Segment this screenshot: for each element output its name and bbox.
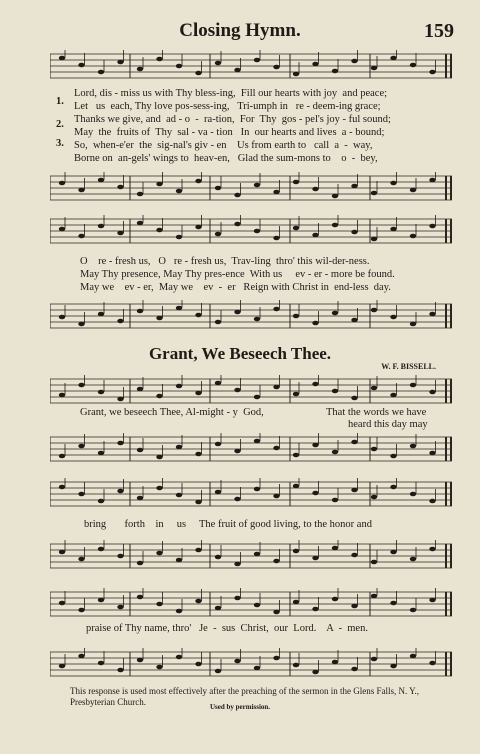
lyric-line: Grant, we beseech Thee, Al-might - y God, (80, 407, 264, 418)
note-head (332, 450, 338, 455)
note-head (137, 67, 143, 72)
lyric-line: So, when-e'er the sig-nal's giv - en Us from earth to call a - way, (74, 140, 373, 151)
note-head (273, 656, 279, 661)
note-head (293, 453, 299, 458)
note-head (78, 557, 84, 562)
note-head (156, 551, 162, 556)
note-head (254, 58, 260, 63)
note-head (234, 68, 240, 73)
music-staff (50, 588, 452, 620)
lyric-line: O re - fresh us, O re - fresh us, Trav-ling thro' this wil-der-ness. (80, 256, 370, 267)
hymn-title: Closing Hymn. (179, 20, 301, 41)
note-head (176, 235, 182, 240)
note-head (234, 193, 240, 198)
note-head (215, 490, 221, 495)
note-head (137, 595, 143, 600)
page-number: 159 (424, 20, 454, 42)
note-head (195, 313, 201, 318)
note-head (273, 65, 279, 70)
note-head (332, 597, 338, 602)
note-head (371, 237, 377, 242)
note-head (273, 610, 279, 615)
lyric-line: May Thy presence, May Thy pres-ence With us ev - er - more be found. (80, 269, 395, 280)
note-head (234, 596, 240, 601)
note-head (293, 549, 299, 554)
note-head (156, 228, 162, 233)
note-head (117, 605, 123, 610)
music-staff (50, 540, 452, 572)
note-head (234, 562, 240, 567)
note-head (390, 393, 396, 398)
note-head (59, 454, 65, 459)
note-head (351, 440, 357, 445)
note-head (390, 664, 396, 669)
note-head (273, 446, 279, 451)
note-head (117, 668, 123, 673)
note-head (117, 554, 123, 559)
note-head (59, 550, 65, 555)
note-head (215, 61, 221, 66)
note-head (390, 56, 396, 61)
note-head (254, 439, 260, 444)
note-head (117, 489, 123, 494)
note-head (410, 492, 416, 497)
note-head (176, 558, 182, 563)
lyric-line: May the fruits of Thy sal - va - tion In our hearts and lives a - bound; (74, 127, 385, 138)
note-head (59, 664, 65, 669)
note-head (98, 390, 104, 395)
note-head (429, 598, 435, 603)
note-head (215, 232, 221, 237)
music-staff (50, 648, 452, 680)
note-head (351, 184, 357, 189)
note-head (390, 550, 396, 555)
note-head (429, 178, 435, 183)
note-head (273, 236, 279, 241)
staff-bass-1 (50, 172, 452, 204)
note-head (332, 223, 338, 228)
note-head (137, 496, 143, 501)
lyric-line: Lord, dis - miss us with Thy bless-ing, Fill our hearts with joy and peace; (74, 88, 388, 99)
note-head (98, 499, 104, 504)
note-head (176, 493, 182, 498)
note-head (273, 307, 279, 312)
note-head (351, 667, 357, 672)
note-head (234, 449, 240, 454)
lyric-line: May we ev - er, May we ev - er Reign with Christ in end-less day. (80, 282, 391, 293)
staff-treble-1 (50, 50, 452, 82)
note-head (195, 452, 201, 457)
permission-note: Used by permission. (209, 703, 271, 711)
note-head (429, 547, 435, 552)
note-head (98, 70, 104, 75)
note-head (410, 608, 416, 613)
note-head (254, 229, 260, 234)
note-head (137, 658, 143, 663)
note-head (156, 486, 162, 491)
note-head (98, 598, 104, 603)
note-head (312, 670, 318, 675)
note-head (332, 660, 338, 665)
response-title: Grant, We Beseech Thee. (148, 344, 332, 363)
note-head (410, 188, 416, 193)
note-head (176, 445, 182, 450)
note-head (195, 599, 201, 604)
note-head (78, 444, 84, 449)
staff-treble-5 (50, 588, 452, 620)
note-head (234, 497, 240, 502)
note-head (59, 393, 65, 398)
note-head (117, 397, 123, 402)
note-head (176, 306, 182, 311)
note-head (59, 315, 65, 320)
note-head (156, 665, 162, 670)
note-head (390, 485, 396, 490)
note-head (195, 71, 201, 76)
note-head (59, 181, 65, 186)
note-head (293, 663, 299, 668)
note-head (117, 185, 123, 190)
note-head (429, 661, 435, 666)
note-head (78, 654, 84, 659)
note-head (195, 225, 201, 230)
note-head (273, 559, 279, 564)
lyric-line: Borne on an-gels' wings to heav-en, Glad the sum-mons to o - bey, (74, 153, 378, 164)
verse-number: 3. (56, 138, 64, 149)
note-head (156, 394, 162, 399)
note-head (273, 494, 279, 499)
note-head (312, 382, 318, 387)
note-head (293, 392, 299, 397)
staff-treble-4 (50, 478, 452, 510)
note-head (98, 312, 104, 317)
note-head (98, 661, 104, 666)
note-head (156, 57, 162, 62)
note-head (59, 485, 65, 490)
note-head (273, 385, 279, 390)
note-head (371, 594, 377, 599)
note-head (429, 499, 435, 504)
note-head (78, 322, 84, 327)
note-head (137, 387, 143, 392)
note-head (293, 314, 299, 319)
note-head (215, 555, 221, 560)
note-head (215, 186, 221, 191)
note-head (312, 491, 318, 496)
note-head (332, 498, 338, 503)
staff-bass-4 (50, 540, 452, 572)
note-head (78, 608, 84, 613)
note-head (429, 70, 435, 75)
note-head (234, 222, 240, 227)
note-head (234, 388, 240, 393)
note-head (98, 178, 104, 183)
note-head (176, 655, 182, 660)
staff-bass-2 (50, 300, 452, 332)
note-head (390, 315, 396, 320)
note-head (371, 560, 377, 565)
note-head (312, 321, 318, 326)
note-head (371, 308, 377, 313)
note-head (351, 553, 357, 558)
music-staff (50, 375, 452, 407)
note-head (254, 603, 260, 608)
note-head (312, 187, 318, 192)
note-head (254, 395, 260, 400)
music-staff (50, 50, 452, 82)
note-head (293, 72, 299, 77)
lyric-line: That the words we have (326, 407, 427, 418)
note-head (117, 60, 123, 65)
staff-treble-2 (50, 215, 452, 247)
note-head (312, 556, 318, 561)
staff-treble-3 (50, 375, 452, 407)
note-head (332, 389, 338, 394)
note-head (390, 181, 396, 186)
note-head (293, 180, 299, 185)
note-head (332, 194, 338, 199)
note-head (215, 381, 221, 386)
note-head (78, 383, 84, 388)
note-head (351, 230, 357, 235)
note-head (312, 443, 318, 448)
note-head (429, 312, 435, 317)
note-head (195, 391, 201, 396)
note-head (410, 234, 416, 239)
music-staff (50, 172, 452, 204)
note-head (234, 310, 240, 315)
note-head (215, 606, 221, 611)
footnote: This response is used most effectively after the preaching of the sermon in the Glens Falls, N. Y., Presbyterian Church. (70, 686, 420, 707)
note-head (215, 320, 221, 325)
note-head (293, 226, 299, 231)
music-staff (50, 478, 452, 510)
lyric-line: heard this day may (348, 419, 428, 430)
note-head (312, 607, 318, 612)
note-head (429, 224, 435, 229)
note-head (156, 455, 162, 460)
note-head (351, 318, 357, 323)
note-head (195, 500, 201, 505)
note-head (176, 189, 182, 194)
lyric-line: Thanks we give, and ad - o - ra-tion, For Thy gos - pel's joy - ful sound; (74, 114, 391, 125)
music-staff (50, 433, 452, 465)
note-head (98, 224, 104, 229)
note-head (137, 561, 143, 566)
note-head (254, 183, 260, 188)
note-head (390, 454, 396, 459)
note-head (176, 64, 182, 69)
lyric-line: bring forth in us The fruit of good living, to the honor and (84, 519, 372, 530)
note-head (195, 662, 201, 667)
note-head (254, 552, 260, 557)
note-head (371, 191, 377, 196)
note-head (390, 601, 396, 606)
note-head (137, 221, 143, 226)
note-head (78, 63, 84, 68)
staff-bass-5 (50, 648, 452, 680)
note-head (410, 63, 416, 68)
note-head (78, 188, 84, 193)
note-head (78, 234, 84, 239)
note-head (176, 384, 182, 389)
verse-number: 1. (56, 96, 64, 107)
note-head (156, 316, 162, 321)
note-head (332, 546, 338, 551)
note-head (410, 444, 416, 449)
note-head (254, 487, 260, 492)
note-head (371, 495, 377, 500)
composer: W. F. BISSELL. (381, 362, 436, 371)
note-head (351, 59, 357, 64)
note-head (195, 548, 201, 553)
note-head (156, 602, 162, 607)
note-head (98, 451, 104, 456)
note-head (234, 659, 240, 664)
note-head (410, 557, 416, 562)
music-staff (50, 300, 452, 332)
note-head (332, 69, 338, 74)
note-head (390, 227, 396, 232)
note-head (195, 179, 201, 184)
note-head (371, 657, 377, 662)
note-head (351, 488, 357, 493)
note-head (410, 654, 416, 659)
music-staff (50, 215, 452, 247)
note-head (176, 609, 182, 614)
note-head (371, 447, 377, 452)
note-head (117, 231, 123, 236)
note-head (312, 233, 318, 238)
lyric-line: Let us each, Thy love pos-sess-ing, Tri-umph in re - deem-ing grace; (74, 101, 381, 112)
note-head (117, 441, 123, 446)
note-head (371, 66, 377, 71)
note-head (254, 317, 260, 322)
note-head (410, 383, 416, 388)
note-head (59, 227, 65, 232)
note-head (293, 600, 299, 605)
note-head (312, 62, 318, 67)
note-head (215, 669, 221, 674)
note-head (59, 56, 65, 61)
note-head (59, 601, 65, 606)
note-head (117, 319, 123, 324)
staff-bass-3 (50, 433, 452, 465)
note-head (371, 386, 377, 391)
note-head (156, 182, 162, 187)
note-head (410, 322, 416, 327)
note-head (137, 309, 143, 314)
lyric-line: praise of Thy name, thro' Je - sus Christ, our Lord. A - men. (86, 623, 368, 634)
note-head (293, 484, 299, 489)
note-head (254, 666, 260, 671)
note-head (215, 442, 221, 447)
note-head (332, 311, 338, 316)
note-head (429, 451, 435, 456)
note-head (273, 190, 279, 195)
note-head (98, 547, 104, 552)
note-head (137, 192, 143, 197)
note-head (351, 604, 357, 609)
note-head (429, 390, 435, 395)
verse-number: 2. (56, 119, 64, 130)
note-head (137, 448, 143, 453)
note-head (78, 492, 84, 497)
note-head (351, 396, 357, 401)
